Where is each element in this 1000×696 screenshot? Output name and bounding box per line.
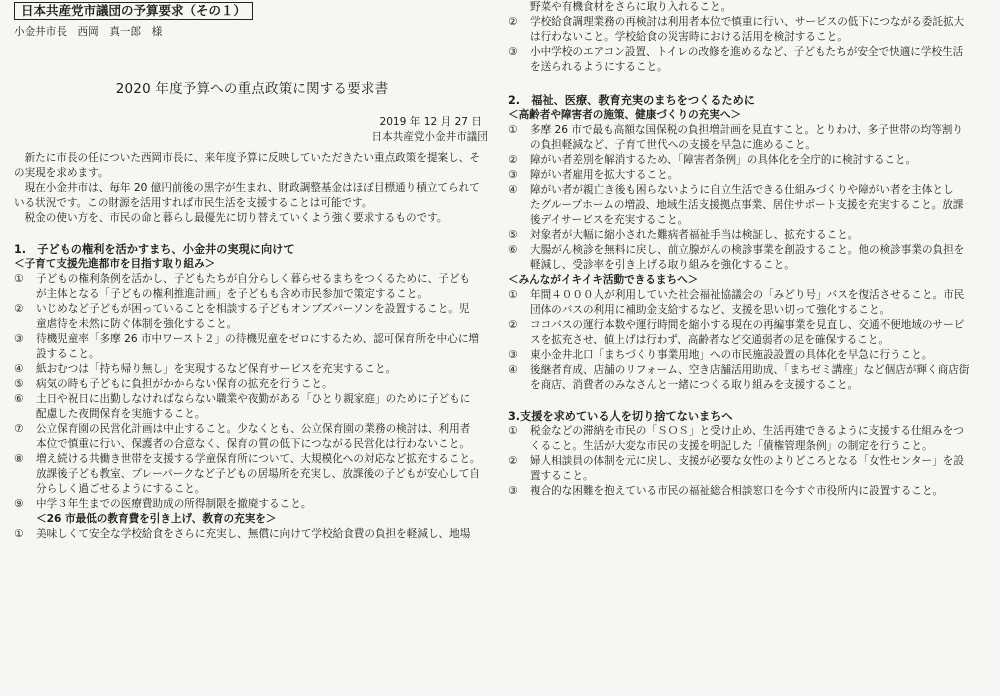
section-1-title: 1. 子どもの権利を活かすまち、小金井の実現に向けて — [14, 243, 295, 256]
item-text: は行わないこと。学校給食の災害時における活用を検討すること。 — [530, 31, 848, 43]
item-number — [14, 347, 36, 362]
item-text: ココバスの運行本数や運行時間を縮小する現在の再編事業を見直し、交通不便地域のサービ — [530, 319, 965, 331]
intro-paragraph: 現在小金井市は、毎年 20 億円前後の黒字が生まれ、財政調整基金はほぼ目標通り積立てられている状況です。この財源を活用すれば市民生活を支援することは可能です。 — [14, 182, 480, 209]
item-text: 小中学校のエアコン設置、トイレの改修を進めるなど、子どもたちが安全で快適に学校生活 — [530, 46, 964, 58]
section-1-list-2 — [14, 527, 490, 542]
item-number — [14, 482, 36, 497]
item-text: 婦人相談員の体制を元に戻し、支援が必要な女性のよりどころとなる「女性センター」を設 — [530, 455, 964, 467]
list-item — [508, 454, 986, 469]
list-item — [14, 527, 490, 542]
item-text: の負担軽減など、子育て世代への支援を早急に進めること。 — [530, 139, 817, 151]
item-text: 大腸がん検診を無料に戻し、前立腺がんの検診事業を創設すること。他の検診事業の負担を — [530, 244, 965, 256]
item-number — [508, 30, 530, 45]
item-text: 対象者が大幅に縮小された難病者福祉手当は検証し、拡充すること。 — [530, 229, 859, 241]
item-text: 東小金井北口「まちづくり事業用地」への市民施設設置の具体化を早急に行うこと。 — [530, 349, 933, 361]
item-number — [508, 469, 530, 484]
list-item — [14, 272, 490, 287]
item-number — [14, 437, 36, 452]
document-banner: 日本共産党市議団の予算要求（その１） — [14, 2, 253, 20]
item-text: 学校給食調理業務の再検討は利用者本位で慎重に行い、サービスの低下につながる委託拡大 — [530, 16, 965, 28]
intro-paragraph: 新たに市長の任についた西岡市長に、来年度予算に反映していただきたい重点政策を提案し、その実現を求めます。 — [14, 152, 480, 179]
list-item — [508, 378, 986, 393]
section-2-subheading: ＜高齢者や障害者の施策、健康づくりの充実へ＞ — [508, 109, 742, 121]
list-item — [508, 348, 986, 363]
item-text: いじめなど子どもが困っていることを相談する子どもオンブズパーソンを設置すること。児 — [36, 303, 470, 315]
item-number: ⑤ — [14, 378, 24, 390]
item-text: 複合的な困難を抱えている市民の福祉総合相談窓口を今すぐ市役所内に設置すること。 — [530, 485, 944, 497]
list-item — [14, 317, 490, 332]
list-item — [508, 228, 986, 243]
item-number — [508, 258, 530, 273]
list-item — [508, 333, 986, 348]
item-text: スを拡充させ、値上げは行わず、高齢者など交通弱者の足を確保すること。 — [530, 334, 890, 346]
list-item — [14, 392, 490, 407]
list-item — [508, 153, 986, 168]
left-column — [14, 0, 490, 542]
list-item — [14, 362, 490, 377]
list-item — [508, 363, 986, 378]
section-2-list-2 — [508, 288, 986, 393]
list-item — [14, 377, 490, 392]
list-item — [508, 168, 986, 183]
item-text: たグループホームの増設、地域生活支援拠点事業、居住サポート支援を充実すること。放課 — [530, 199, 964, 211]
list-item — [508, 288, 986, 303]
item-number: ④ — [508, 184, 518, 196]
item-text: 本位で慎重に行い、保護者の合意なく、保育の質の低下につながる民営化は行わないこと。 — [36, 438, 470, 450]
item-number: ① — [14, 273, 24, 285]
intro — [14, 151, 490, 226]
list-item — [508, 15, 986, 30]
section-1-list — [14, 272, 490, 512]
list-item — [508, 243, 986, 258]
item-number: ③ — [508, 169, 518, 181]
list-item — [508, 30, 986, 45]
item-text: 税金などの滞納を市民の「ＳＯＳ」と受け止め、生活再建できるように支援する仕組みをつ — [530, 425, 964, 437]
list-item — [508, 469, 986, 484]
item-number: ⑤ — [508, 229, 518, 241]
item-text: 子どもの権利条例を活かし、子どもたちが自分らしく暮らせるまちをつくるために、子ども — [36, 273, 471, 285]
list-item — [508, 60, 986, 75]
list-item — [508, 213, 986, 228]
item-text: を送られるようにすること。 — [530, 61, 668, 73]
item-text: 団体のバスの利用に補助金支給するなど、支援を思い切って強化すること。 — [530, 304, 891, 316]
item-number — [508, 60, 530, 75]
item-number — [14, 287, 36, 302]
list-item — [14, 287, 490, 302]
item-text: 紙おむつは「持ち帰り無し」を実現するなど保育サービスを充実すること。 — [36, 363, 397, 375]
item-number: ⑥ — [14, 393, 24, 405]
section-3-list — [508, 424, 986, 499]
item-text: 障がい者雇用を拡大すること。 — [530, 169, 679, 181]
section-2-title: 2. 福祉、医療、教育充実のまちをつくるために — [508, 94, 755, 107]
item-text: 待機児童率「多摩 26 市中ワースト２」の待機児童をゼロにするため、認可保育所を中心に増 — [36, 333, 480, 345]
list-item — [508, 258, 986, 273]
section-2-list — [508, 123, 986, 273]
document-date: 2019 年 12 月 27 日 — [379, 116, 482, 128]
item-text: 美味しくて安全な学校給食をさらに充実し、無償に向けて学校給食費の負担を軽減し、地場 — [36, 528, 471, 540]
item-number: ② — [508, 319, 518, 331]
item-text: 多摩 26 市で最も高額な国保税の負担増計画を見直すこと。とりわけ、多子世帯の均等割り — [530, 124, 963, 136]
item-text: 増え続ける共働き世帯を支援する学童保育所について、大規模化への対応など拡充すること。 — [36, 453, 481, 465]
item-number: ③ — [508, 349, 518, 361]
item-number: ① — [508, 289, 518, 301]
item-text: 障がい者が親亡き後も困らないように自立生活できる仕組みづくりや障がい者を主体とし — [530, 184, 954, 196]
item-number: ① — [508, 124, 518, 136]
item-number — [508, 138, 530, 153]
list-item — [14, 302, 490, 317]
item-number: ① — [14, 528, 24, 540]
section-3-title: 3.支援を求めている人を切り捨てないまちへ — [508, 410, 733, 423]
list-item — [508, 439, 986, 454]
item-number: ② — [508, 16, 518, 28]
list-item — [508, 183, 986, 198]
item-text: 公立保育園の民営化計画は中止すること。少なくとも、公立保育園の業務の検討は、利用者 — [36, 423, 471, 435]
list-item — [508, 198, 986, 213]
item-number: ③ — [508, 485, 518, 497]
item-number — [14, 467, 36, 482]
document-title: 2020 年度予算への重点政策に関する要求書 — [115, 81, 389, 97]
continued-line: 野菜や有機食材をさらに取り入れること。 — [530, 1, 732, 13]
list-item — [14, 347, 490, 362]
list-item — [14, 482, 490, 497]
item-text: 中学３年生までの医療費助成の所得制限を撤廃すること。 — [36, 498, 312, 510]
intro-paragraph: 税金の使い方を、市民の命と暮らし最優先に切り替えていくよう強く要求するものです。 — [24, 212, 448, 224]
item-number: ④ — [508, 364, 518, 376]
item-number: ① — [508, 425, 518, 437]
item-text: を商店、消費者のみなさんと一緒につくる取り組みを支援すること。 — [530, 379, 859, 391]
list-item — [508, 45, 986, 60]
list-item — [14, 407, 490, 422]
item-number: ⑧ — [14, 453, 24, 465]
item-text: 年間４０００人が利用していた社会福祉協議会の「みどり号」バスを復活させること。市民 — [530, 289, 965, 301]
item-text: 土日や祝日に出勤しなければならない職業や夜勤がある「ひとり親家庭」のために子どもに — [36, 393, 471, 405]
item-text: 童虐待を未然に防ぐ体制を強化すること。 — [36, 318, 238, 330]
list-item — [508, 484, 986, 499]
item-text: 障がい者差別を解消するため、「障害者条例」の具体化を全庁的に検討すること。 — [530, 154, 917, 166]
item-text: 置すること。 — [530, 470, 594, 482]
item-text: 配慮した夜間保育を実施すること。 — [36, 408, 206, 420]
item-text: 放課後子ども教室、プレーパークなど子どもの居場所を充実し、放課後の子どもが安心して自 — [36, 468, 480, 480]
item-text: 病気の時も子どもに負担がかからない保育の拡充を行うこと。 — [36, 378, 333, 390]
item-text: 軽減し、受診率を引き上げる取り組みを強化すること。 — [530, 259, 795, 271]
list-item — [508, 138, 986, 153]
item-number: ⑥ — [508, 244, 518, 256]
item-number: ⑦ — [14, 423, 24, 435]
item-number: ③ — [14, 333, 24, 345]
addressee: 小金井市長 西岡 真一郎 様 — [14, 26, 163, 38]
list-item — [14, 437, 490, 452]
item-text: くること。生活が大変な市民の支援を明記した「債権管理条例」の制定を行うこと。 — [530, 440, 933, 452]
list-item — [14, 332, 490, 347]
list-item — [14, 497, 490, 512]
list-item — [508, 123, 986, 138]
document-author: 日本共産党小金井市議団 — [371, 131, 488, 143]
item-number — [508, 303, 530, 318]
item-number: ④ — [14, 363, 24, 375]
item-number — [14, 407, 36, 422]
education-list-continued — [508, 15, 986, 75]
item-number: ② — [14, 303, 24, 315]
list-item — [508, 424, 986, 439]
item-text: が主体となる「子どもの権利推進計画」を子どもも含め市民参加で策定すること。 — [36, 288, 428, 300]
list-item — [508, 318, 986, 333]
item-number — [508, 213, 530, 228]
list-item — [14, 467, 490, 482]
list-item — [14, 422, 490, 437]
list-item — [508, 303, 986, 318]
item-number — [508, 333, 530, 348]
item-text: 設すること。 — [36, 348, 100, 360]
item-number — [508, 439, 530, 454]
section-1-subheading-2: ＜26 市最低の教育費を引き上げ、教育の充実を＞ — [36, 513, 277, 525]
item-number: ② — [508, 154, 518, 166]
section-1-subheading: ＜子育て支援先進都市を目指す取り組み＞ — [14, 258, 216, 270]
item-text: 後デイサービスを充実すること。 — [530, 214, 689, 226]
item-number: ⑨ — [14, 498, 24, 510]
item-number: ③ — [508, 46, 518, 58]
section-2-subheading-2: ＜みんながイキイキ活動できるまちへ＞ — [508, 274, 699, 286]
item-text: 分らしく過ごせるようにすること。 — [36, 483, 206, 495]
item-number: ② — [508, 455, 518, 467]
list-item — [14, 452, 490, 467]
item-text: 後継者育成、店舗のリフォーム、空き店舗活用助成、「まちゼミ講座」など個店が輝く商店街 — [530, 364, 970, 376]
item-number — [508, 198, 530, 213]
right-column — [508, 0, 986, 499]
item-number — [508, 378, 530, 393]
item-number — [14, 317, 36, 332]
